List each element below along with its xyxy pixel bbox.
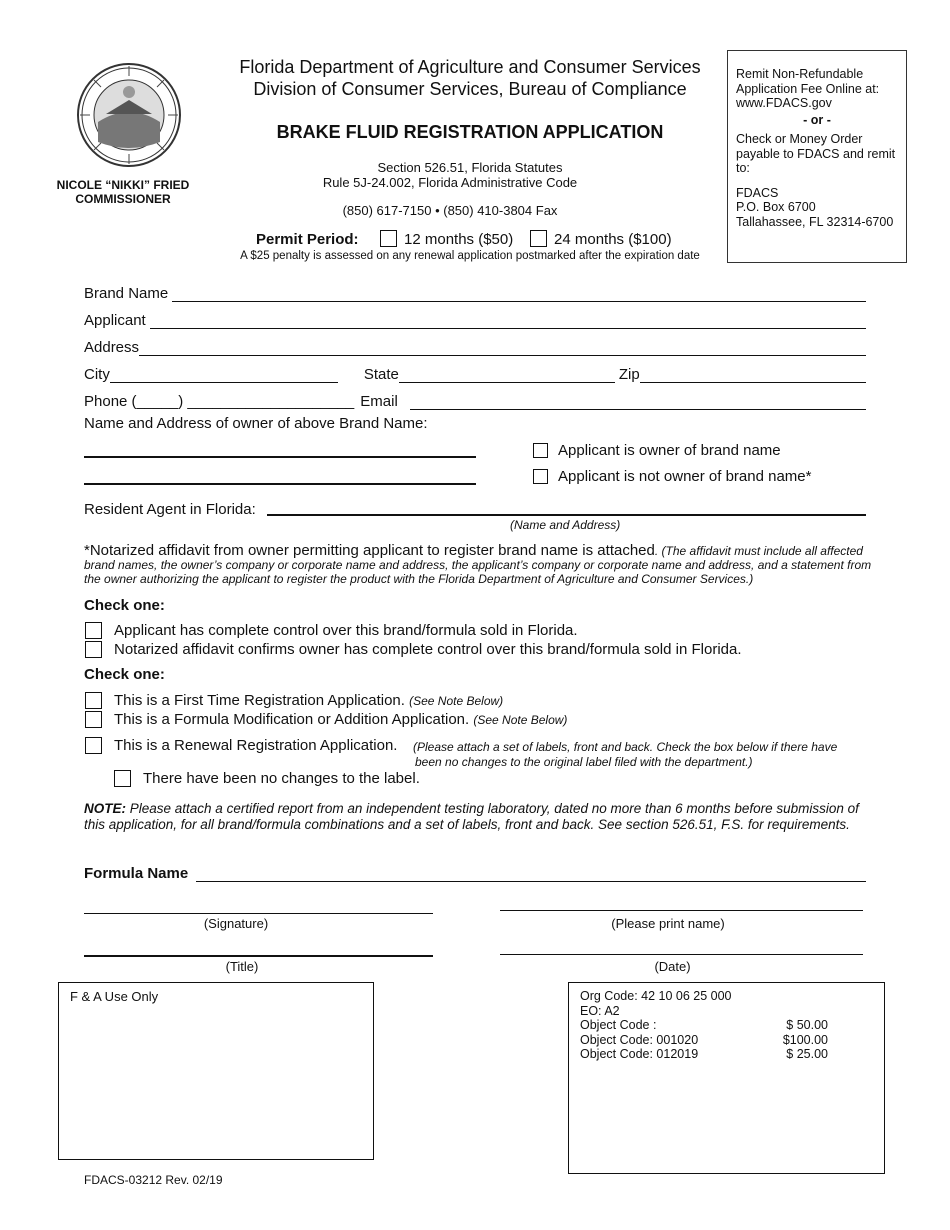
commissioner-name: NICOLE “NIKKI” FRIED bbox=[56, 178, 190, 192]
object-code-amount: $100.00 bbox=[782, 1032, 828, 1047]
no-change-checkbox[interactable] bbox=[114, 770, 131, 787]
penalty-notice: A $25 penalty is assessed on any renewal application postmarked after the expiration date bbox=[240, 250, 700, 262]
owner-label: Name and Address of owner of above Brand Name: bbox=[84, 415, 428, 432]
phone-field[interactable]: Phone (_____) ____________________ bbox=[84, 393, 355, 410]
note-text: Please attach a certified report from an independent testing laboratory, dated no more than 6 months before submission of this application, for all brand/formula combinations and a set of labels, front and back. See section 526.51, F.S. for requirements. bbox=[84, 801, 859, 832]
email-field[interactable] bbox=[410, 395, 866, 410]
owner-yes-label: Applicant is owner of brand name bbox=[558, 442, 781, 459]
department-name: Florida Department of Agriculture and Consumer Services bbox=[239, 57, 701, 77]
signature-caption: (Signature) bbox=[203, 916, 269, 931]
formula-mod-label bbox=[114, 711, 567, 728]
renewal-text: This is a Renewal Registration Application. bbox=[114, 737, 398, 754]
formula-mod-note: (See Note Below) bbox=[473, 713, 568, 727]
permit-period-label: Permit Period: bbox=[256, 231, 359, 248]
city-row bbox=[84, 361, 866, 383]
control-applicant-label: Applicant has complete control over this brand/formula sold in Florida. bbox=[114, 622, 578, 639]
owner-no-checkbox[interactable] bbox=[533, 469, 548, 484]
title-caption: (Title) bbox=[225, 959, 259, 974]
org-code: Org Code: 42 10 06 25 000 bbox=[580, 989, 732, 1003]
title-line[interactable] bbox=[84, 955, 433, 957]
formula-label: Formula Name bbox=[84, 865, 189, 882]
first-time-text: This is a First Time Registration Application. bbox=[114, 692, 405, 709]
owner-line-2[interactable] bbox=[84, 483, 476, 485]
formula-row bbox=[84, 860, 866, 882]
zip-label: Zip bbox=[618, 366, 640, 383]
address-row bbox=[84, 334, 866, 356]
remit-addr2: P.O. Box 6700 bbox=[736, 200, 816, 214]
formula-mod-text: This is a Formula Modification or Addition Application. bbox=[114, 711, 470, 728]
object-code-row bbox=[580, 1047, 828, 1062]
applicant-field[interactable] bbox=[150, 314, 866, 329]
remit-online: Remit Non-Refundable Application Fee Online at: www.FDACS.gov bbox=[736, 67, 880, 110]
object-code-amount: $ 50.00 bbox=[786, 1018, 828, 1032]
address-label: Address bbox=[84, 339, 140, 356]
eo-code: EO: A2 bbox=[580, 1003, 620, 1018]
object-code-label: Object Code: 001020 bbox=[580, 1032, 699, 1047]
lab-report-note bbox=[84, 801, 874, 833]
state-field[interactable] bbox=[399, 368, 615, 383]
renewal-checkbox[interactable] bbox=[85, 737, 102, 754]
city-label: City bbox=[84, 366, 110, 383]
brand-name-label: Brand Name bbox=[84, 285, 169, 302]
resident-agent-label: Resident Agent in Florida: bbox=[84, 501, 256, 518]
object-code-row bbox=[580, 1033, 828, 1048]
fa-use-only-box bbox=[58, 982, 374, 1160]
permit-12-label: 12 months ($50) bbox=[404, 231, 514, 248]
remit-or: - or - bbox=[803, 112, 831, 127]
control-affidavit-label: Notarized affidavit confirms owner has complete control over this brand/formula sold in Florida. bbox=[114, 641, 742, 658]
form-title: BRAKE FLUID REGISTRATION APPLICATION bbox=[276, 122, 664, 142]
affidavit-main: *Notarized affidavit from owner permitting applicant to register brand name is attached bbox=[84, 542, 655, 559]
no-change-label: There have been no changes to the label. bbox=[143, 770, 420, 787]
brand-name-field[interactable] bbox=[172, 287, 866, 302]
resident-agent-field[interactable] bbox=[267, 514, 866, 516]
affidavit-note: . (The affidavit must include all affected brand names, the owner’s company or corporate name and address, the applicant’s company or corporate name and address, and a statement from the owner authorizing the applicant to register the product with the Florida Department of Agriculture and Consumer Services.) bbox=[84, 544, 872, 586]
statute-reference: Section 526.51, Florida Statutes bbox=[377, 160, 563, 175]
signature-line[interactable] bbox=[84, 913, 433, 914]
state-label: State bbox=[363, 366, 399, 383]
first-time-label bbox=[114, 692, 503, 709]
city-field[interactable] bbox=[110, 368, 338, 383]
department-seal bbox=[76, 62, 182, 168]
email-label: Email bbox=[360, 393, 398, 410]
renewal-note-2: been no changes to the original label filed with the department.) bbox=[415, 755, 753, 769]
commissioner-title: COMMISSIONER bbox=[75, 192, 171, 206]
applicant-label: Applicant bbox=[84, 312, 146, 329]
owner-line-1[interactable] bbox=[84, 456, 476, 458]
renewal-note-1: (Please attach a set of labels, front and back. Check the box below if there have bbox=[413, 740, 838, 754]
control-applicant-checkbox[interactable] bbox=[85, 622, 102, 639]
remit-box bbox=[727, 50, 907, 263]
object-code-label: Object Code : bbox=[580, 1018, 657, 1032]
formula-field[interactable] bbox=[196, 867, 866, 882]
contact-phone: (850) 617-7150 • (850) 410-3804 Fax bbox=[342, 203, 558, 218]
applicant-row bbox=[84, 307, 866, 329]
print-name-line[interactable] bbox=[500, 910, 863, 911]
formula-mod-checkbox[interactable] bbox=[85, 711, 102, 728]
permit-24-checkbox[interactable] bbox=[530, 230, 547, 247]
permit-12-checkbox[interactable] bbox=[380, 230, 397, 247]
form-number: FDACS-03212 Rev. 02/19 bbox=[84, 1173, 223, 1187]
first-time-note: (See Note Below) bbox=[409, 694, 504, 708]
rule-reference: Rule 5J-24.002, Florida Administrative Code bbox=[322, 175, 578, 190]
check-one-heading-1: Check one: bbox=[84, 597, 165, 614]
note-label: NOTE: bbox=[84, 801, 126, 816]
division-name: Division of Consumer Services, Bureau of Compliance bbox=[253, 79, 687, 99]
check-one-heading-2: Check one: bbox=[84, 666, 165, 683]
owner-yes-checkbox[interactable] bbox=[533, 443, 548, 458]
affidavit-statement bbox=[84, 544, 874, 586]
object-code-label: Object Code: 012019 bbox=[580, 1047, 699, 1061]
fa-use-only-label: F & A Use Only bbox=[70, 989, 159, 1004]
first-time-checkbox[interactable] bbox=[85, 692, 102, 709]
remit-addr3: Tallahassee, FL 32314-6700 bbox=[736, 214, 894, 229]
object-code-amount: $ 25.00 bbox=[786, 1047, 828, 1061]
date-line[interactable] bbox=[500, 954, 863, 955]
permit-24-label: 24 months ($100) bbox=[554, 231, 672, 248]
object-code-row bbox=[580, 1018, 828, 1033]
date-caption: (Date) bbox=[654, 959, 691, 974]
org-code-box bbox=[568, 982, 885, 1174]
remit-check: Check or Money Order payable to FDACS and remit to: bbox=[736, 132, 896, 175]
brand-name-row bbox=[84, 280, 866, 302]
control-affidavit-checkbox[interactable] bbox=[85, 641, 102, 658]
phone-row bbox=[84, 388, 866, 410]
remit-addr1: FDACS bbox=[736, 185, 779, 200]
address-field[interactable] bbox=[139, 341, 866, 356]
owner-no-label: Applicant is not owner of brand name* bbox=[558, 468, 812, 485]
resident-agent-hint: (Name and Address) bbox=[510, 518, 621, 532]
print-name-caption: (Please print name) bbox=[611, 916, 725, 931]
zip-field[interactable] bbox=[640, 368, 866, 383]
